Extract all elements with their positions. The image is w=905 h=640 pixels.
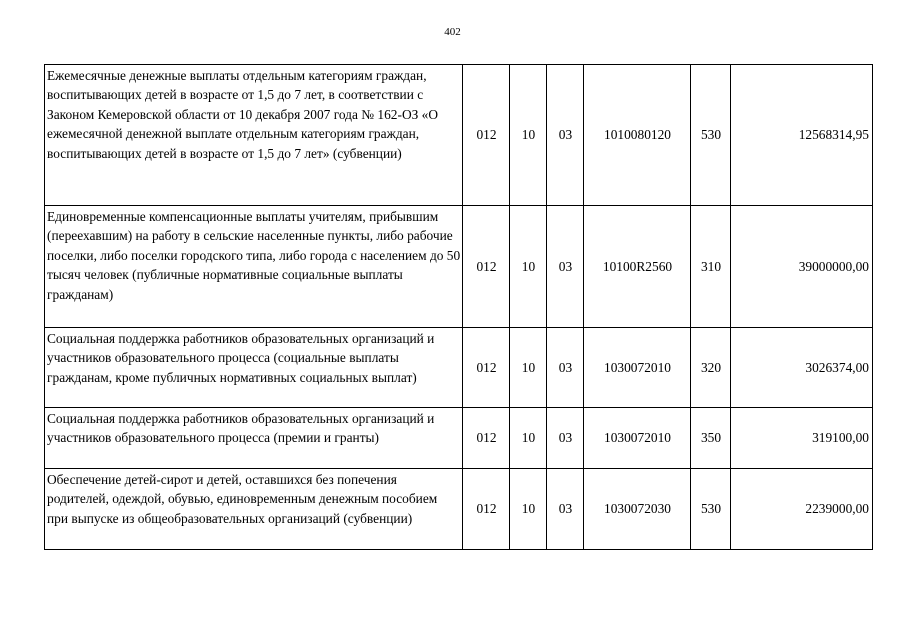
section-code: 10 [510, 408, 547, 469]
row-description: Социальная поддержка работников образовательных организаций и участников образовательного процесса (премии и гранты) [45, 408, 463, 469]
subsection-code: 03 [547, 469, 584, 550]
expense-type-code: 310 [691, 206, 731, 328]
expense-type-code: 530 [691, 65, 731, 206]
expense-type-code: 350 [691, 408, 731, 469]
row-description: Единовременные компенсационные выплаты учителям, прибывшим (переехавшим) на работу в сельские населенные пункты, либо рабочие поселки, либо поселки городского типа, либо города с населением до 50 тысяч человек (публичные нормативные социальные выплаты гражданам) [45, 206, 463, 328]
row-description: Ежемесячные денежные выплаты отдельным категориям граждан, воспитывающих детей в возрасте от 1,5 до 7 лет, в соответствии с Законом Кемеровской области от 10 декабря 2007 года № 162-ОЗ «О ежемесячной денежной выплате отдельным категориям граждан, воспитывающих детей в возрасте от 1,5 до 7 лет» (субвенции) [45, 65, 463, 206]
target-article-code: 1030072030 [584, 469, 691, 550]
admin-code: 012 [463, 408, 510, 469]
section-code: 10 [510, 206, 547, 328]
amount: 319100,00 [731, 408, 873, 469]
amount: 39000000,00 [731, 206, 873, 328]
subsection-code: 03 [547, 328, 584, 408]
row-description: Обеспечение детей-сирот и детей, оставшихся без попечения родителей, одеждой, обувью, единовременным денежным пособием при выпуске из общеобразовательных организаций (субвенции) [45, 469, 463, 550]
section-code: 10 [510, 469, 547, 550]
target-article-code: 1030072010 [584, 328, 691, 408]
amount: 12568314,95 [731, 65, 873, 206]
admin-code: 012 [463, 65, 510, 206]
target-article-code: 10100R2560 [584, 206, 691, 328]
subsection-code: 03 [547, 206, 584, 328]
admin-code: 012 [463, 469, 510, 550]
section-code: 10 [510, 328, 547, 408]
admin-code: 012 [463, 328, 510, 408]
budget-table [44, 64, 873, 550]
table-row [45, 408, 873, 469]
section-code: 10 [510, 65, 547, 206]
amount: 3026374,00 [731, 328, 873, 408]
table-row [45, 206, 873, 328]
page-number: 402 [444, 26, 461, 38]
target-article-code: 1010080120 [584, 65, 691, 206]
table-row [45, 65, 873, 206]
subsection-code: 03 [547, 408, 584, 469]
subsection-code: 03 [547, 65, 584, 206]
admin-code: 012 [463, 206, 510, 328]
expense-type-code: 320 [691, 328, 731, 408]
expense-type-code: 530 [691, 469, 731, 550]
table-row [45, 328, 873, 408]
target-article-code: 1030072010 [584, 408, 691, 469]
amount: 2239000,00 [731, 469, 873, 550]
row-description: Социальная поддержка работников образовательных организаций и участников образовательного процесса (социальные выплаты гражданам, кроме публичных нормативных социальных выплат) [45, 328, 463, 408]
table-row [45, 469, 873, 550]
